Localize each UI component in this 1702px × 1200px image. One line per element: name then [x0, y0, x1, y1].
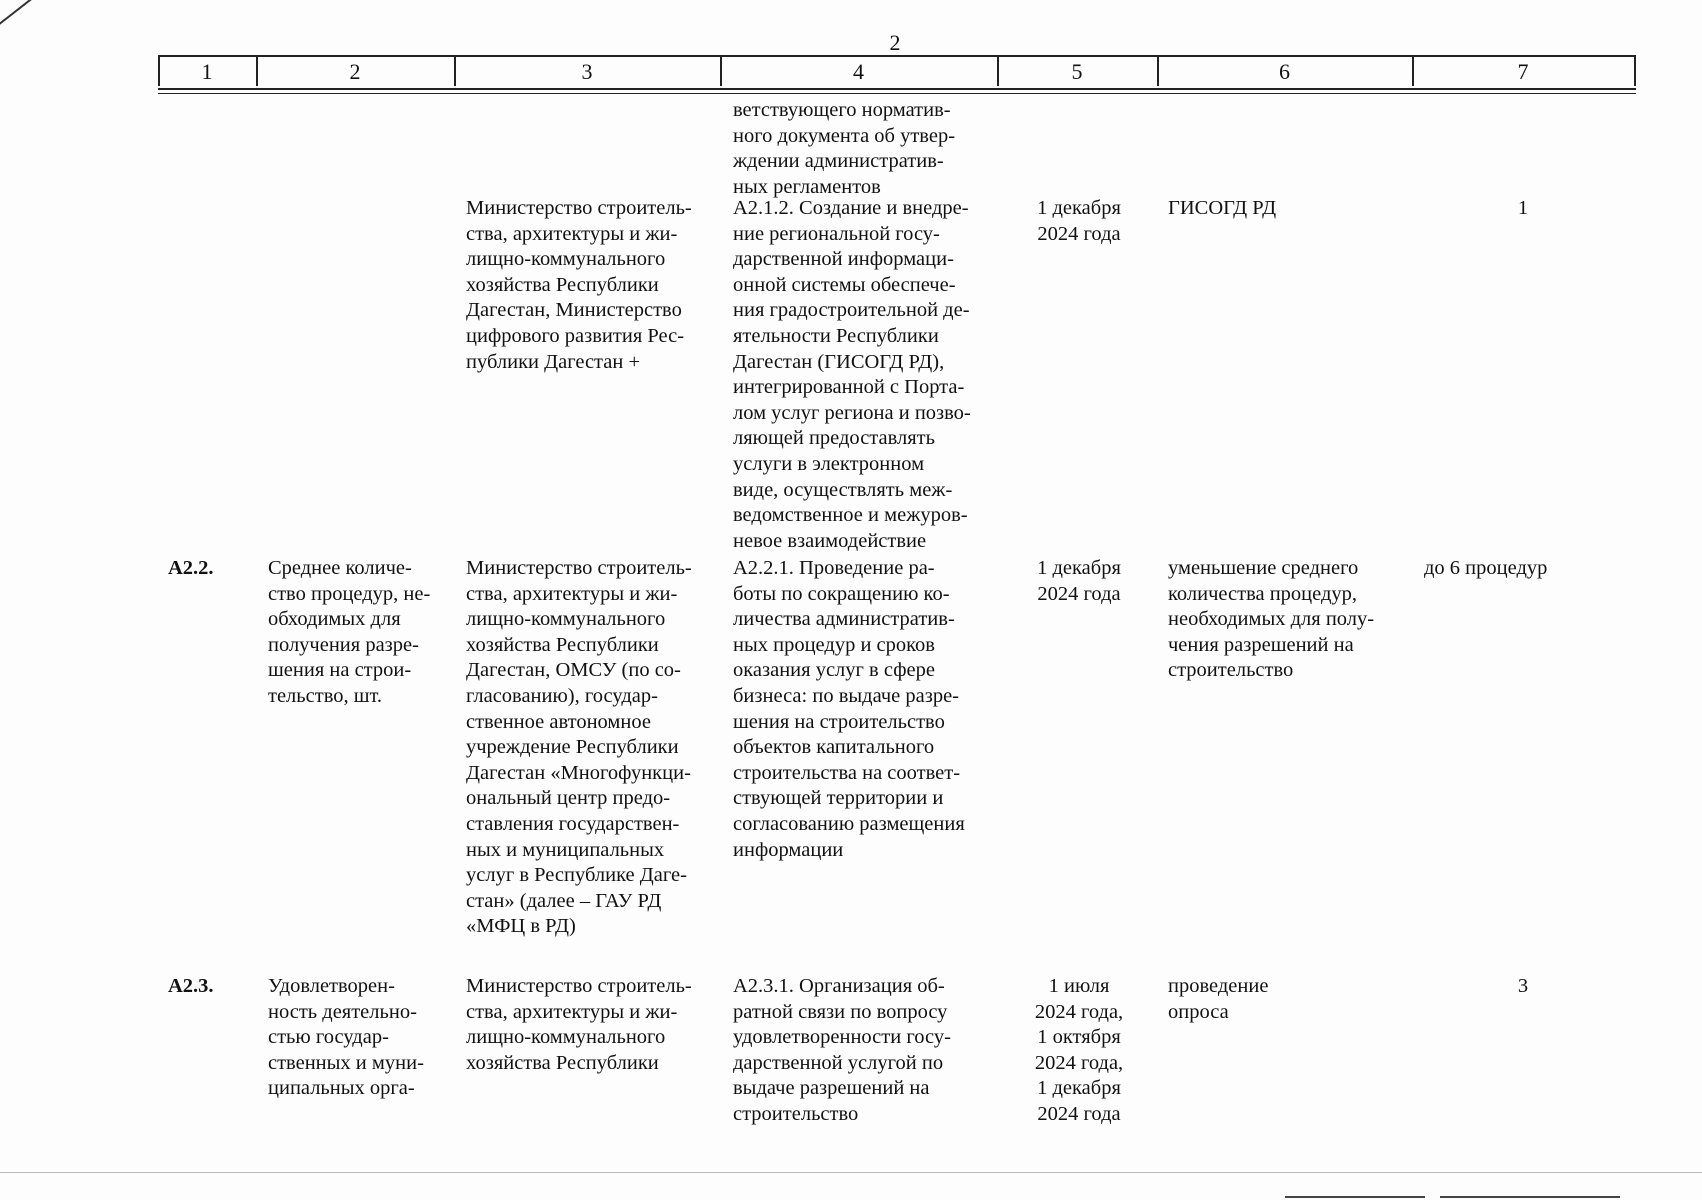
table-header-bottom-rule-2: [158, 93, 1636, 94]
activity-cell: А2.3.1. Организация об- ратной связи по вопросу удовлетворенности госу- дарственной услугой по выдаче разрешений на строительство: [733, 975, 951, 1125]
deadline-cell: 1 июля 2024 года, 1 октября 2024 года, 1 декабря 2024 года: [1034, 975, 1124, 1125]
scan-bottom-mark: [1440, 1196, 1620, 1198]
target-cell: до 6 процедур: [1424, 557, 1548, 579]
scan-bottom-mark: [1285, 1196, 1425, 1198]
target-cell: 1: [1517, 197, 1529, 219]
result-cell: уменьшение среднего количества процедур, необходимых для полу- чения разрешений на строительство: [1168, 557, 1375, 682]
column-header-2: 2: [349, 59, 361, 84]
activity-continuation: ветствующего норматив- ного документа об утвер- ждении административ- ных регламентов: [733, 99, 956, 198]
page-number: 2: [889, 30, 901, 55]
corner-mark-line: [0, 0, 34, 25]
activity-cell: А2.2.1. Проведение ра- боты по сокращению ко- личества административ- ных процедур и сроков оказания услуг в сфере бизнеса: по выдаче разре- шения на строительство объектов капитального строительства на соответ- ствующей территории и согласованию размещения информации: [733, 557, 965, 861]
result-cell: ГИСОГД РД: [1168, 197, 1277, 219]
column-header-7: 7: [1517, 59, 1529, 84]
row-id-cell: А2.3.: [168, 975, 214, 997]
column-header-5: 5: [1071, 59, 1083, 84]
deadline-cell: 1 декабря 2024 года: [1037, 197, 1121, 245]
responsible-cell: Министерство строитель- ства, архитектуры и жи- лищно-коммунального хозяйства Республики: [466, 975, 692, 1074]
result-cell: проведение опроса: [1168, 975, 1269, 1023]
column-header-4: 4: [853, 59, 864, 84]
column-header-6: 6: [1279, 59, 1290, 84]
row-id-cell: А2.2.: [168, 557, 214, 579]
column-header-1: 1: [201, 59, 213, 84]
indicator-cell: Удовлетворен- ность деятельно- стью государ- ственных и муни- ципальных орга-: [268, 975, 424, 1100]
responsible-cell: Министерство строитель- ства, архитектуры и жи- лищно-коммунального хозяйства Республики Дагестан, Министерство цифрового развития Рес- публики Дагестан +: [466, 197, 692, 373]
indicator-cell: Среднее количе- ство процедур, не- обходимых для получения разре- шения на строи- тельство, шт.: [268, 557, 431, 707]
deadline-cell: 1 декабря 2024 года: [1037, 557, 1121, 605]
table-top-rule: [158, 55, 1636, 57]
activity-cell: А2.1.2. Создание и внедре- ние региональной госу- дарственной информаци- онной системы обеспече- ния градостроительной де- ятельности Республики Дагестан (ГИСОГД РД), интегрированной с Порта- лом услуг региона и позво- ляющей предоставлять услуги в электронном виде, осуществлять меж- ведомственное и межуров- невое взаимодействие: [733, 197, 971, 552]
header-divider: [1634, 56, 1636, 86]
scan-bottom-line: [0, 1172, 1702, 1173]
table-header-bottom-rule: [158, 88, 1636, 90]
target-cell: 3: [1517, 975, 1529, 997]
column-header-3: 3: [581, 59, 593, 84]
responsible-cell: Министерство строитель- ства, архитектуры и жи- лищно-коммунального хозяйства Республики Дагестан, ОМСУ (по со- гласованию), государ- ственное автономное учреждение Республики Дагестан «Многофункци- ональный центр предо- ставления государствен- ных и муниципальных услуг в Республике Даге- стан» (далее – ГАУ РД «МФЦ в РД): [466, 557, 692, 938]
